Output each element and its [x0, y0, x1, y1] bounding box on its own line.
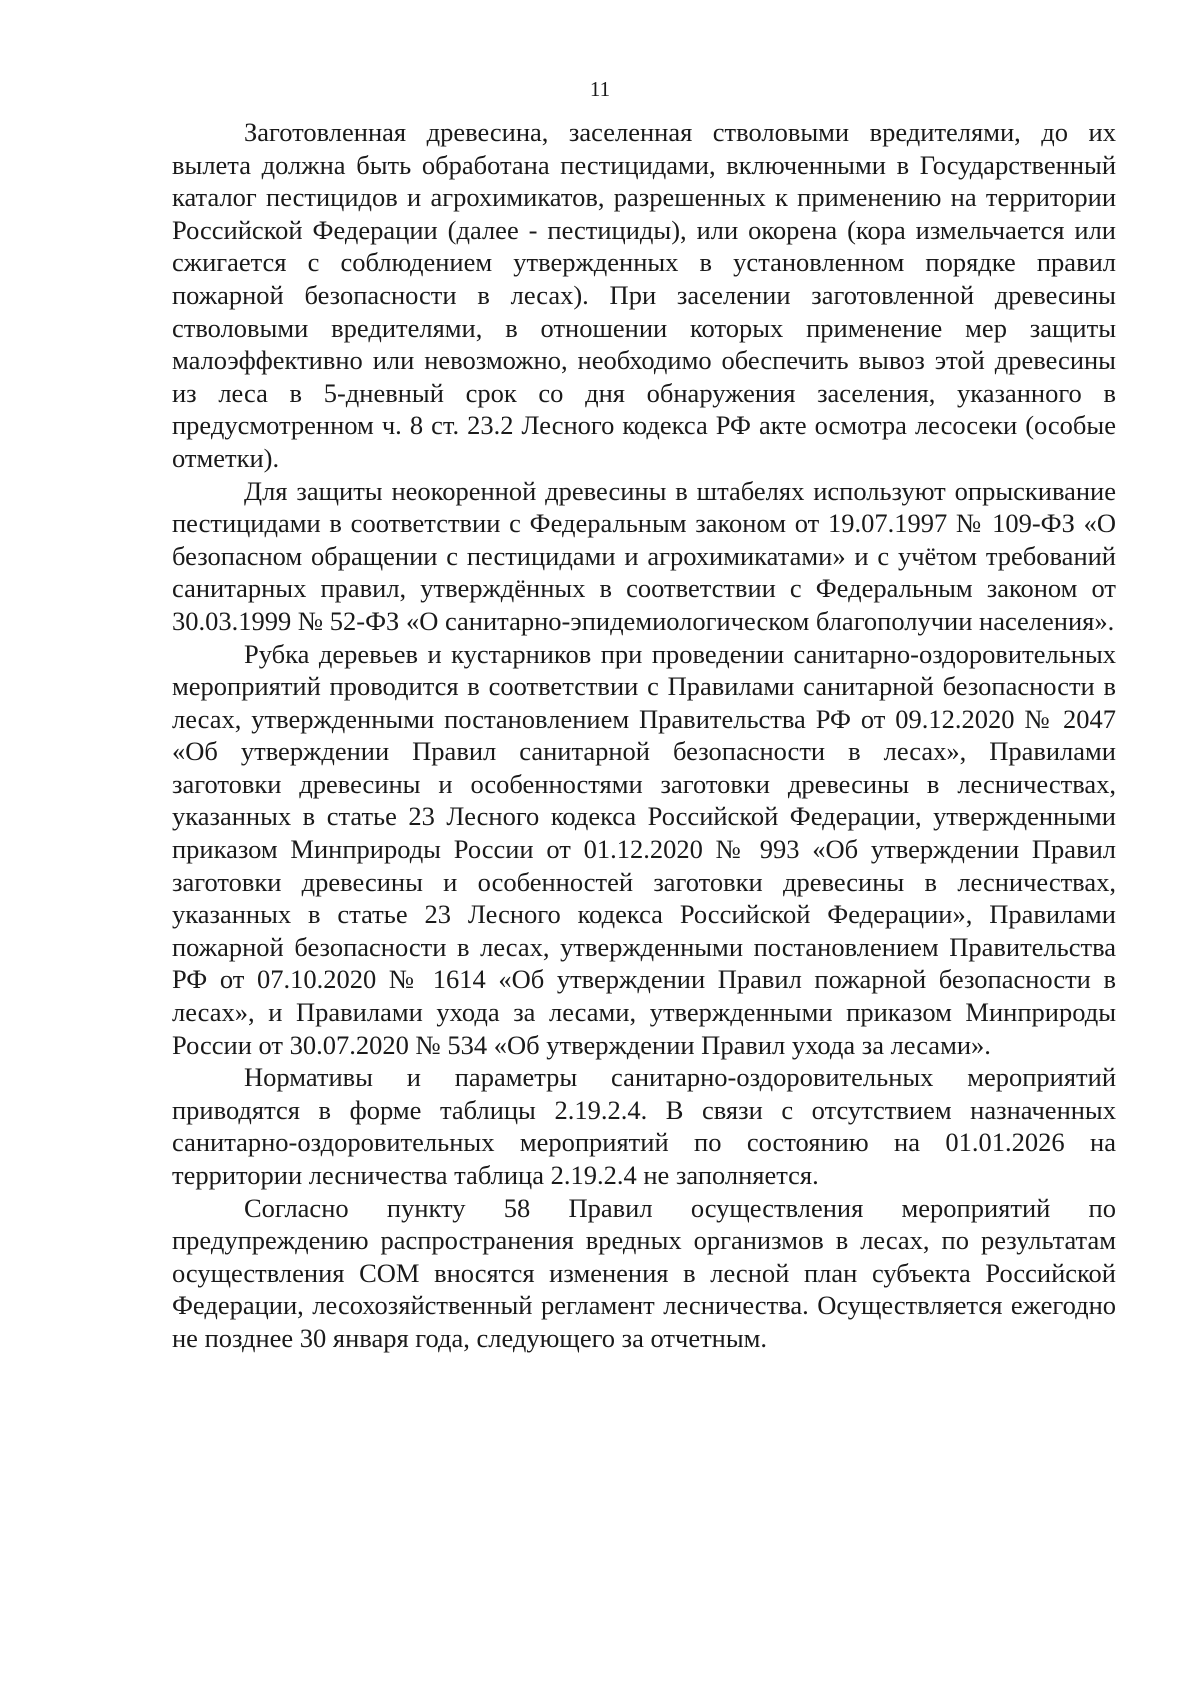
document-body: [172, 116, 1116, 1355]
paragraph-pesticide-spraying: Для защиты неокоренной древесины в штабелях используют опрыскивание пестицидами в соответствии с Федеральным законом от 19.07.1997 № 109-ФЗ «О безопасном обращении с пестицидами и агрохимикатами» и с учётом требований санитарных правил, утверждённых в соответствии с Федеральным законом от 30.03.1999 № 52-ФЗ «О санитарно-эпидемиологическом благополучии населения».: [172, 475, 1116, 636]
paragraph-forest-plan-changes: Согласно пункту 58 Правил осуществления мероприятий по предупреждению распространения вредных организмов в лесах, по результатам осуществления СОМ вносятся изменения в лесной план субъекта Российской Федерации, лесохозяйственный регламент лесничества. Осуществляется ежегодно не позднее 30 января года, следующего за отчетным.: [172, 1192, 1116, 1353]
page-number: 11: [589, 77, 611, 101]
paragraph-sanitary-felling-rules: Рубка деревьев и кустарников при проведении санитарно-оздоровительных мероприятий проводится в соответствии с Правилами санитарной безопасности в лесах, утвержденными постановлением Правительства РФ от 09.12.2020 № 2047 «Об утверждении Правил санитарной безопасности в лесах», Правилами заготовки древесины и особенностями заготовки древесины в лесничествах, указанных в статье 23 Лесного кодекса Российской Федерации, утвержденными приказом Минприроды России от 01.12.2020 № 993 «Об утверждении Правил заготовки древесины и особенностей заготовки древесины в лесничествах, указанных в статье 23 Лесного кодекса Российской Федерации», Правилами пожарной безопасности в лесах, утвержденными постановлением Правительства РФ от 07.10.2020 № 1614 «Об утверждении Правил пожарной безопасности в лесах», и Правилами ухода за лесами, утвержденными приказом Минприроды России от 30.07.2020 № 534 «Об утверждении Правил ухода за лесами».: [172, 638, 1116, 1060]
paragraph-norms-table: Нормативы и параметры санитарно-оздоровительных мероприятий приводятся в форме таблицы 2.19.2.4. В связи с отсутствием назначенных санитарно-оздоровительных мероприятий по состоянию на 01.01.2026 на территории лесничества таблица 2.19.2.4 не заполняется.: [172, 1062, 1116, 1190]
paragraph-stem-pests-treatment: Заготовленная древесина, заселенная стволовыми вредителями, до их вылета должна быть обработана пестицидами, включенными в Государственный каталог пестицидов и агрохимикатов, разрешенных к применению на территории Российской Федерации (далее - пестициды), или окорена (кора измельчается или сжигается с соблюдением утвержденных в установленном порядке правил пожарной безопасности в лесах). При заселении заготовленной древесины стволовыми вредителями, в отношении которых применение мер защиты малоэффективно или невозможно, необходимо обеспечить вывоз этой древесины из леса в 5-дневный срок со дня обнаружения заселения, указанного в предусмотренном ч. 8 ст. 23.2 Лесного кодекса РФ акте осмотра лесосеки (особые отметки).: [172, 117, 1116, 473]
